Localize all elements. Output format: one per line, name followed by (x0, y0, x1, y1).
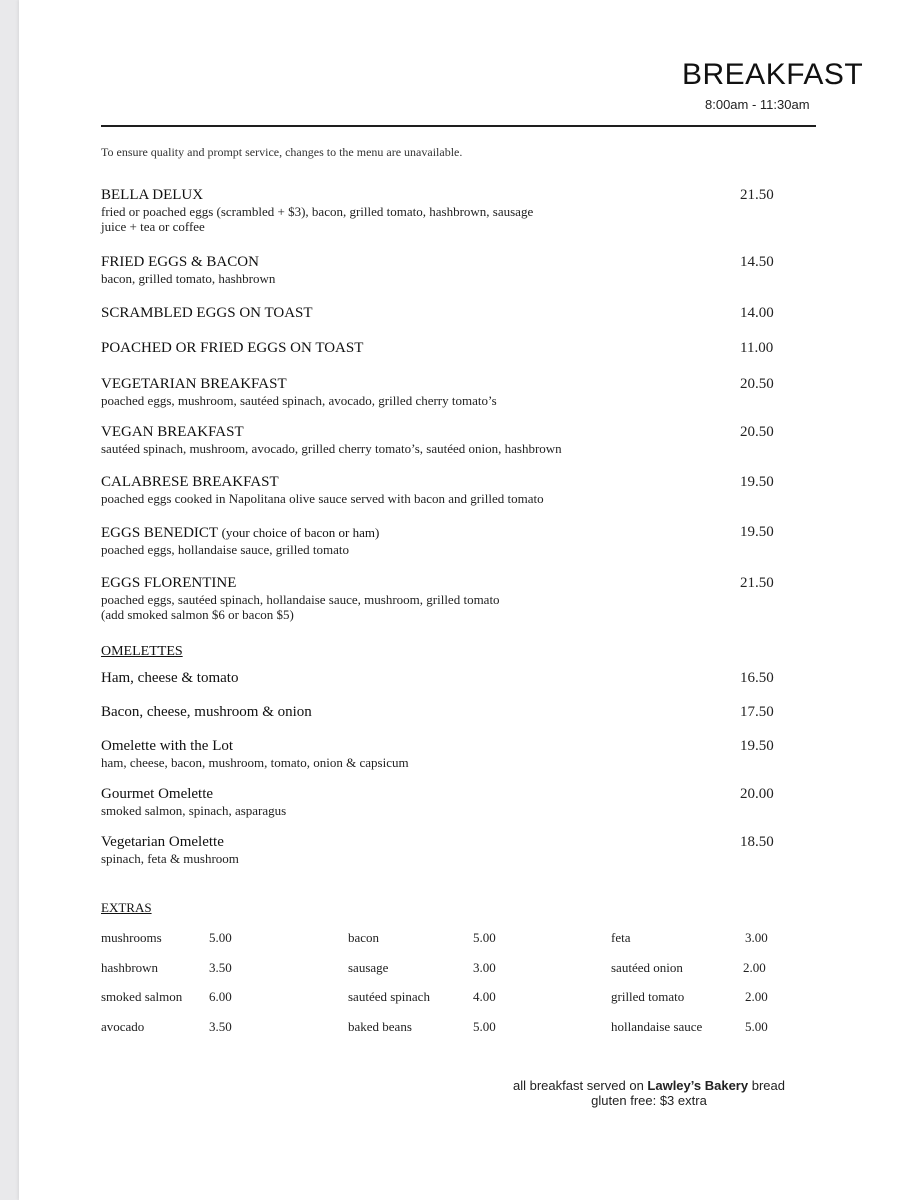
item-description: poached eggs cooked in Napolitana olive sauce served with bacon and grilled tomato (101, 491, 544, 506)
menu-item-omelette-bacon (101, 704, 801, 721)
menu-item-vegan-breakfast (101, 424, 801, 456)
item-name: VEGAN BREAKFAST (101, 424, 244, 440)
menu-page (19, 0, 918, 1200)
item-description: poached eggs, sautéed spinach, hollandaise sauce, mushroom, grilled tomato (101, 592, 500, 607)
extra-price: 4.00 (473, 989, 496, 1004)
service-hours: 8:00am - 11:30am (705, 97, 810, 112)
bread-note (499, 1078, 799, 1108)
item-name: Ham, cheese & tomato (101, 670, 239, 686)
item-price: 19.50 (740, 738, 774, 754)
item-name: Bacon, cheese, mushroom & onion (101, 704, 312, 720)
menu-item-omelette-lot (101, 738, 801, 770)
extra-price: 3.00 (473, 960, 496, 975)
bread-note-line1 (499, 1078, 799, 1093)
item-name: SCRAMBLED EGGS ON TOAST (101, 305, 313, 321)
item-price: 19.50 (740, 474, 774, 490)
page-title: BREAKFAST (682, 58, 864, 91)
extra-name: sausage (348, 960, 389, 975)
item-description: poached eggs, mushroom, sautéed spinach, avocado, grilled cherry tomato’s (101, 393, 497, 408)
item-description: fried or poached eggs (scrambled + $3), bacon, grilled tomato, hashbrown, sausage (101, 204, 534, 219)
extra-name: mushrooms (101, 930, 162, 945)
extra-name: hashbrown (101, 960, 159, 975)
item-price: 14.00 (740, 305, 774, 321)
item-description: spinach, feta & mushroom (101, 851, 239, 866)
item-description: smoked salmon, spinach, asparagus (101, 803, 287, 818)
item-name (101, 524, 801, 542)
extra-price: 3.50 (209, 960, 232, 975)
extra-price: 3.00 (745, 930, 768, 945)
extra-name: smoked salmon (101, 989, 183, 1004)
extra-price: 2.00 (745, 989, 768, 1004)
extra-name: sautéed onion (611, 960, 683, 975)
item-price: 19.50 (740, 524, 774, 540)
item-name: BELLA DELUX (101, 187, 204, 203)
menu-notice: To ensure quality and prompt service, changes to the menu are unavailable. (101, 145, 463, 159)
item-name: Omelette with the Lot (101, 738, 234, 754)
extra-price: 6.00 (209, 989, 232, 1004)
menu-item-omelette-ham (101, 670, 801, 687)
menu-item-scrambled-eggs (101, 305, 801, 322)
item-price: 16.50 (740, 670, 774, 686)
menu-item-bella-delux (101, 187, 801, 234)
bakery-name: Lawley’s Bakery (647, 1078, 749, 1093)
extra-name: feta (611, 930, 631, 945)
item-description: bacon, grilled tomato, hashbrown (101, 271, 276, 286)
header-divider (101, 125, 816, 127)
item-description: poached eggs, hollandaise sauce, grilled tomato (101, 542, 350, 557)
bread-note-text: all breakfast served on (513, 1078, 648, 1093)
item-price: 21.50 (740, 575, 774, 591)
menu-item-eggs-florentine (101, 575, 801, 622)
menu-item-fried-eggs-bacon (101, 254, 801, 286)
extra-name: baked beans (348, 1019, 412, 1034)
item-name: VEGETARIAN BREAKFAST (101, 376, 287, 392)
item-price: 20.50 (740, 376, 774, 392)
extra-price: 5.00 (473, 930, 496, 945)
item-name: EGGS FLORENTINE (101, 575, 237, 591)
item-name: Vegetarian Omelette (101, 834, 224, 850)
menu-item-calabrese-breakfast (101, 474, 801, 506)
item-price: 14.50 (740, 254, 774, 270)
item-name: Gourmet Omelette (101, 786, 214, 802)
menu-item-poached-eggs (101, 340, 801, 357)
item-description: sautéed spinach, mushroom, avocado, grilled cherry tomato’s, sautéed onion, hashbrown (101, 441, 562, 456)
item-name: POACHED OR FRIED EGGS ON TOAST (101, 340, 364, 356)
menu-item-eggs-benedict (101, 524, 801, 557)
item-description: (add smoked salmon $6 or bacon $5) (101, 607, 294, 622)
menu-item-omelette-gourmet (101, 786, 801, 818)
item-description: ham, cheese, bacon, mushroom, tomato, onion & capsicum (101, 755, 409, 770)
extra-price: 3.50 (209, 1019, 232, 1034)
item-price: 11.00 (740, 340, 774, 356)
item-price: 18.50 (740, 834, 774, 850)
item-name-text: EGGS BENEDICT (101, 525, 218, 541)
bread-note-text: bread (748, 1078, 785, 1093)
extra-name: grilled tomato (611, 989, 685, 1004)
extra-name: sautéed spinach (348, 989, 430, 1004)
extra-name: avocado (101, 1019, 145, 1034)
menu-item-omelette-vegetarian (101, 834, 801, 866)
item-price: 17.50 (740, 704, 774, 720)
item-name: FRIED EGGS & BACON (101, 254, 259, 270)
section-heading-extras: EXTRAS (101, 900, 152, 915)
gluten-free-note: gluten free: $3 extra (591, 1093, 707, 1108)
extra-name: bacon (348, 930, 380, 945)
item-note: (your choice of bacon or ham) (221, 525, 380, 540)
extra-price: 2.00 (743, 960, 766, 975)
item-price: 20.50 (740, 424, 774, 440)
extra-name: hollandaise sauce (611, 1019, 703, 1034)
extra-price: 5.00 (745, 1019, 768, 1034)
section-heading-omelettes: OMELETTES (101, 644, 183, 659)
menu-item-vegetarian-breakfast (101, 376, 801, 408)
item-price: 21.50 (740, 187, 774, 203)
item-name: CALABRESE BREAKFAST (101, 474, 279, 490)
extra-price: 5.00 (209, 930, 232, 945)
extra-price: 5.00 (473, 1019, 496, 1034)
item-description: juice + tea or coffee (101, 219, 205, 234)
item-price: 20.00 (740, 786, 774, 802)
